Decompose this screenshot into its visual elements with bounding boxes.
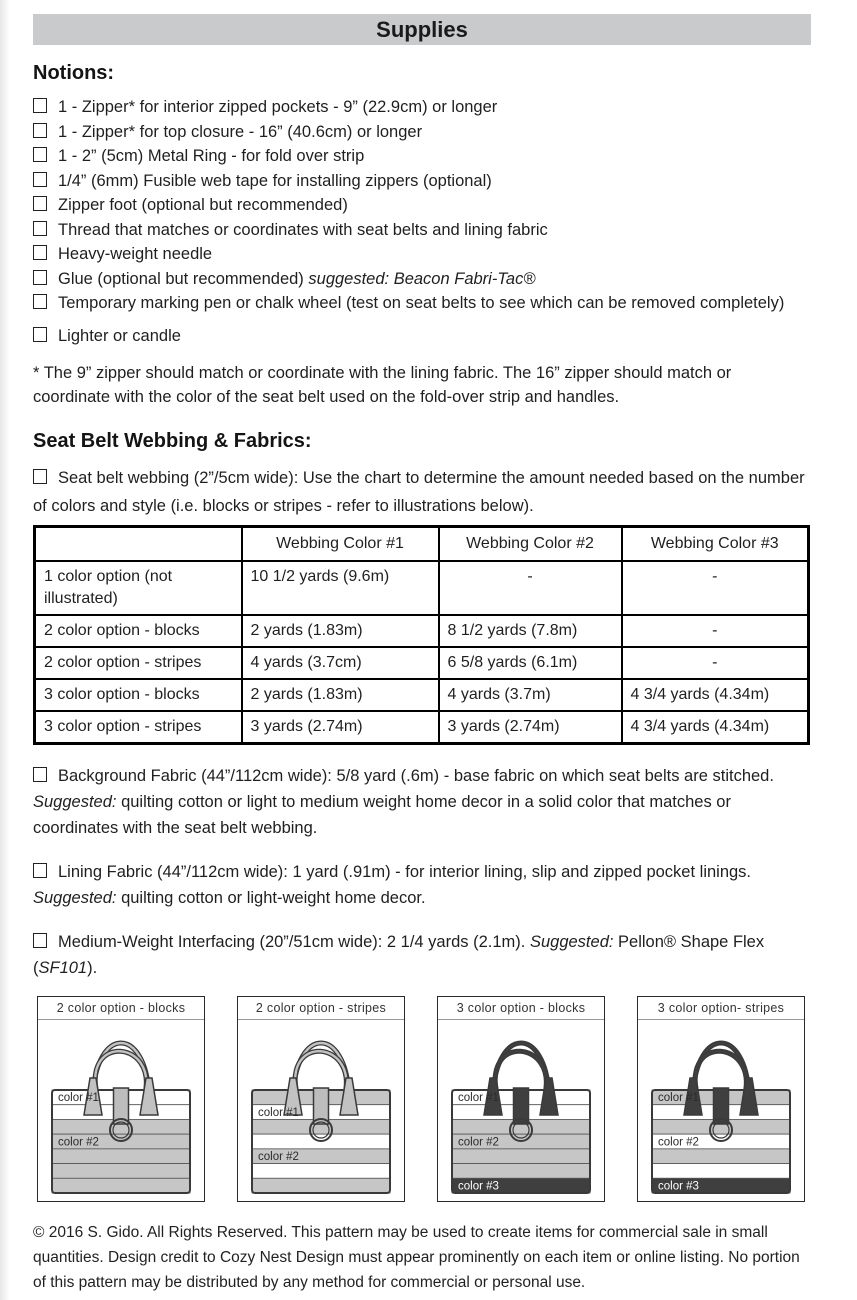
checkbox-icon (33, 147, 47, 162)
table-cell: 8 1/2 yards (7.8m) (439, 615, 622, 647)
section-heading-notions: Notions: (33, 62, 115, 84)
table-row (35, 561, 809, 615)
bag-illustration (241, 1020, 401, 1200)
table-header-row (35, 527, 809, 562)
checklist-item-label: Temporary marking pen or chalk wheel (test on seat belts to see which can be removed completely) (58, 294, 785, 312)
svg-text:color #2: color #2 (458, 1136, 499, 1149)
table-cell: 3 yards (2.74m) (439, 711, 622, 744)
bag-illustration (41, 1020, 201, 1200)
table-cell: 4 yards (3.7m) (439, 679, 622, 711)
bag-illustrations (37, 996, 811, 1202)
table-header-blank (35, 527, 242, 562)
checklist-item-zipper-top (33, 121, 811, 145)
table-cell: 4 3/4 yards (4.34m) (622, 679, 809, 711)
svg-text:color #3: color #3 (658, 1180, 699, 1193)
checkbox-icon (33, 221, 47, 236)
bag-diagram-title: 3 color option - blocks (438, 997, 604, 1020)
checklist-item-label: 1 - 2” (5cm) Metal Ring - for fold over strip (58, 147, 365, 165)
bag-diagram-3-color-blocks (437, 996, 605, 1202)
table-cell: 6 5/8 yards (6.1m) (439, 647, 622, 679)
table-header-color2: Webbing Color #2 (439, 527, 622, 562)
svg-text:color #2: color #2 (58, 1136, 99, 1149)
table-cell: - (439, 561, 622, 615)
checkbox-icon (33, 245, 47, 260)
interfacing-item (33, 929, 811, 981)
zipper-footnote: * The 9” zipper should match or coordinate with the lining fabric. The 16” zipper should match or coordinate with the color of the seat belt used on the fold-over strip and handles. (33, 364, 732, 406)
webbing-intro-text: Seat belt webbing (2”/5cm wide): Use the chart to determine the amount needed based on the number of colors and style (i.e. blocks or stripes - refer to illustrations below). (33, 469, 805, 515)
table-cell: 3 color option - stripes (35, 711, 242, 744)
checkbox-icon (33, 98, 47, 113)
copyright-notice: © 2016 S. Gido. All Rights Reserved. This pattern may be used to create items for commercial sale in small quantities. Design credit to Cozy Nest Design must appear prominently on each item or online listing. No portion of this pattern may be distributed by any method for commercial or personal use. (33, 1224, 800, 1291)
bag-diagram-2-color-blocks (37, 996, 205, 1202)
bag-diagram-title: 3 color option- stripes (638, 997, 804, 1020)
section-heading-webbing: Seat Belt Webbing & Fabrics: (33, 430, 312, 452)
webbing-yardage-table (33, 525, 810, 745)
checkbox-icon (33, 933, 47, 948)
table-header-color1: Webbing Color #1 (242, 527, 439, 562)
table-cell: - (622, 615, 809, 647)
table-cell: 3 color option - blocks (35, 679, 242, 711)
checkbox-icon (33, 863, 47, 878)
table-cell: 4 3/4 yards (4.34m) (622, 711, 809, 744)
checklist-item-metal-ring (33, 145, 811, 169)
svg-text:color #1: color #1 (458, 1092, 499, 1105)
checklist-item-marking-pen (33, 292, 811, 316)
table-cell: 2 yards (1.83m) (242, 679, 439, 711)
notions-checklist (33, 96, 811, 348)
background-fabric-item (33, 763, 811, 841)
table-cell: 3 yards (2.74m) (242, 711, 439, 744)
svg-text:color #3: color #3 (458, 1180, 499, 1193)
table-cell: 2 color option - stripes (35, 647, 242, 679)
lining-fabric-text: Lining Fabric (44”/112cm wide): 1 yard (.91m) - for interior lining, slip and zipped pocket linings. Suggested: quilting cotton or light-weight home decor. (33, 863, 752, 907)
checkbox-icon (33, 270, 47, 285)
bag-illustration (441, 1020, 601, 1200)
checklist-item-label: 1/4” (6mm) Fusible web tape for installing zippers (optional) (58, 171, 492, 190)
bag-diagram-3-color-stripes (637, 996, 805, 1202)
table-cell: - (622, 647, 809, 679)
checkbox-icon (33, 123, 47, 138)
checklist-item-label: Lighter or candle (58, 326, 181, 345)
svg-text:color #1: color #1 (58, 1092, 99, 1105)
page-title: Supplies (33, 14, 811, 45)
checklist-item-label: Heavy-weight needle (58, 245, 213, 263)
checklist-item-needle (33, 243, 811, 267)
table-header-color3: Webbing Color #3 (622, 527, 809, 562)
checklist-item-lighter (33, 325, 811, 349)
checklist-item-label: 1 - Zipper* for interior zipped pockets - 9” (22.9cm) or longer (58, 98, 498, 116)
checklist-item-label: 1 - Zipper* for top closure - 16” (40.6cm) or longer (58, 122, 423, 141)
bag-diagram-title: 2 color option - blocks (38, 997, 204, 1020)
table-row (35, 711, 809, 744)
table-row (35, 615, 809, 647)
interfacing-text: Medium-Weight Interfacing (20”/51cm wide): 2 1/4 yards (2.1m). Suggested: Pellon® Shape Flex (SF101). (33, 933, 765, 977)
checklist-item-zipper-foot (33, 194, 811, 218)
checkbox-icon (33, 294, 47, 309)
checklist-item-zipper-interior (33, 96, 811, 120)
svg-text:color #2: color #2 (658, 1136, 699, 1149)
checklist-item-label: Thread that matches or coordinates with seat belts and lining fabric (58, 220, 548, 239)
checklist-item-glue (33, 268, 811, 292)
checkbox-icon (33, 767, 47, 782)
svg-text:color #1: color #1 (658, 1092, 699, 1105)
checkbox-icon (33, 327, 47, 342)
table-cell: 2 color option - blocks (35, 615, 242, 647)
table-row (35, 647, 809, 679)
checklist-item-label: Glue (optional but recommended) suggested: Beacon Fabri-Tac® (58, 269, 536, 288)
checklist-item-label: Zipper foot (optional but recommended) (58, 196, 348, 214)
table-row (35, 679, 809, 711)
checkbox-icon (33, 172, 47, 187)
table-cell: 10 1/2 yards (9.6m) (242, 561, 439, 615)
checklist-item-web-tape (33, 170, 811, 194)
bag-diagram-2-color-stripes (237, 996, 405, 1202)
table-cell: 4 yards (3.7cm) (242, 647, 439, 679)
lining-fabric-item (33, 859, 811, 911)
background-fabric-text: Background Fabric (44”/112cm wide): 5/8 yard (.6m) - base fabric on which seat belts are stitched. Suggested: quilting cotton or light to medium weight home decor in a solid color that matches or coordinates with the seat belt webbing. (33, 767, 774, 837)
checkbox-icon (33, 196, 47, 211)
checklist-item-thread (33, 219, 811, 243)
table-cell: 1 color option (not illustrated) (35, 561, 242, 615)
bag-illustration (641, 1020, 801, 1200)
svg-text:color #2: color #2 (258, 1151, 299, 1164)
table-cell: - (622, 561, 809, 615)
svg-text:color #1: color #1 (258, 1106, 299, 1119)
table-cell: 2 yards (1.83m) (242, 615, 439, 647)
bag-diagram-title: 2 color option - stripes (238, 997, 404, 1020)
checkbox-icon (33, 469, 47, 484)
webbing-intro (33, 464, 811, 520)
